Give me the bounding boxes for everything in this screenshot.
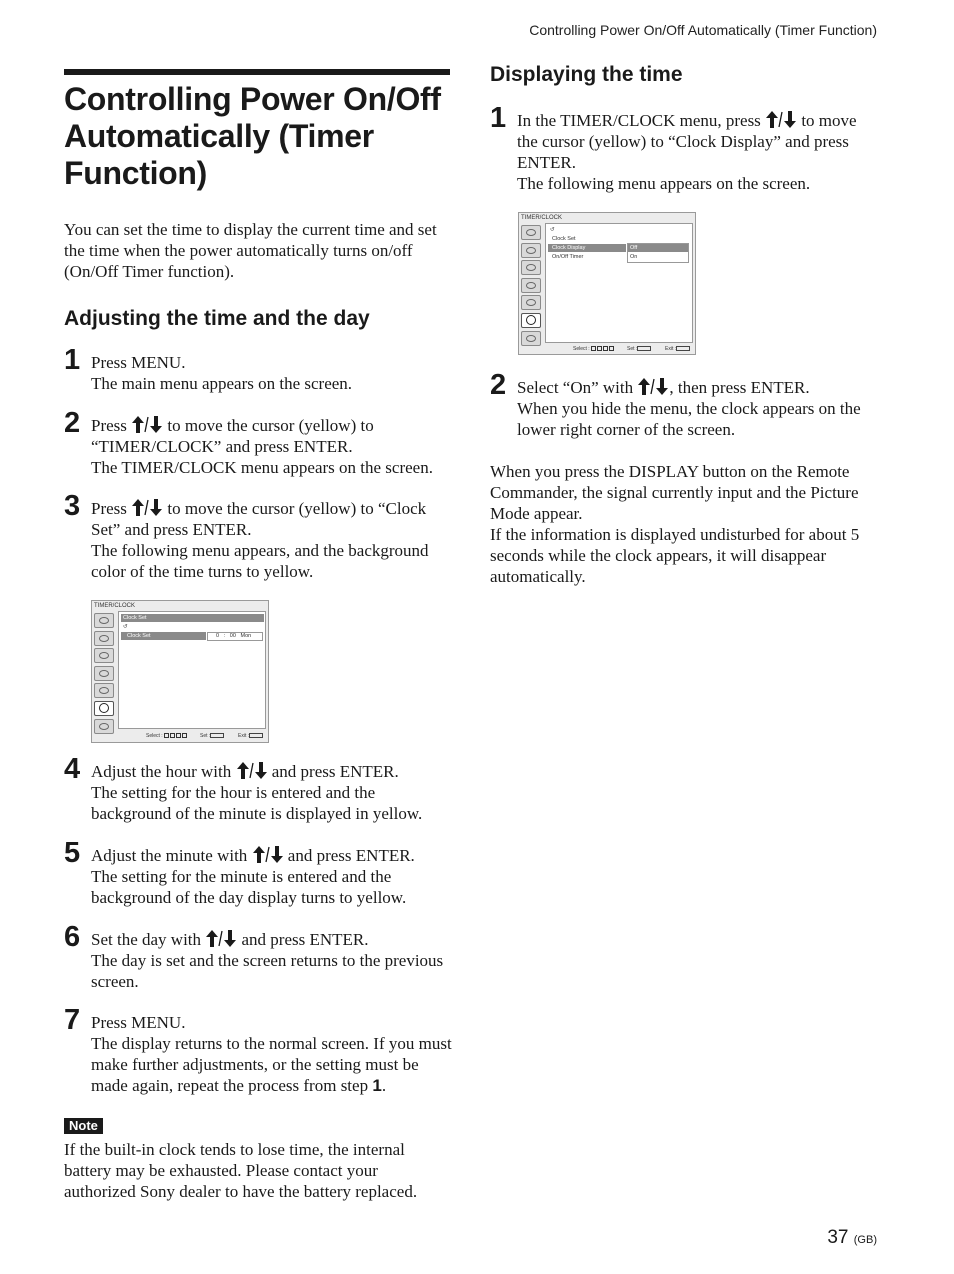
step-number: 6 [64, 921, 81, 953]
step-text-pre: Adjust the hour with [91, 762, 232, 781]
options-menu-icon [521, 295, 541, 310]
footer-set-label: Set : [627, 346, 638, 352]
clock-display-row: Clock Display [548, 244, 626, 252]
up-down-arrow-icon [205, 930, 237, 947]
input-menu-icon [94, 719, 114, 734]
footer-exit-label: Exit : [238, 733, 250, 739]
footer-exit [238, 733, 263, 739]
page-title: Controlling Power On/Off Automatically (Timer Function) [64, 81, 441, 191]
running-head: Controlling Power On/Off Automatically (Timer Function) [529, 22, 877, 38]
step-number: 2 [490, 369, 507, 401]
section-heading-adjust: Adjusting the time and the day [64, 307, 370, 330]
step-text-pre: Select “On” with [517, 378, 634, 397]
step-result: The following menu appears on the screen. [517, 174, 811, 193]
option-off: Off [628, 244, 688, 252]
step-number: 1 [64, 344, 81, 376]
step-result: The following menu appears, and the background color of the time turns to yellow. [91, 541, 429, 581]
setup-menu-icon [94, 666, 114, 681]
step-result: The main menu appears on the screen. [91, 374, 353, 393]
step-text-post: and press ENTER. [287, 846, 415, 865]
step-text [517, 110, 880, 173]
footer-select-label: Select : [146, 733, 163, 739]
step-text-pre: Press [91, 416, 127, 435]
screen-menu-icon [94, 648, 114, 663]
step-result-text: The display returns to the normal screen. If you must make further adjustments, or the setting must be made again, repeat the process from step [91, 1034, 452, 1095]
step-5 [64, 837, 452, 908]
menu-icon-column [94, 613, 116, 736]
screen-menu-icon [521, 260, 541, 275]
menu-panel [545, 223, 693, 343]
display-step-1 [490, 102, 880, 194]
step-text-post: and press ENTER. [241, 930, 369, 949]
page-number-suffix: (GB) [853, 1234, 877, 1246]
page-number-value: 37 [827, 1227, 849, 1248]
left-column [64, 69, 452, 1202]
step-text-pre: Set the day with [91, 930, 202, 949]
sound-menu-icon [521, 243, 541, 258]
back-icon: ↺ [123, 624, 128, 630]
option-list [627, 243, 689, 263]
step-number: 2 [64, 407, 81, 439]
time-value-box [207, 632, 263, 641]
options-menu-icon [94, 683, 114, 698]
step-end: . [381, 1076, 387, 1095]
step-text: Press MENU. [91, 1013, 186, 1032]
step-number: 1 [490, 102, 507, 134]
footer-set-label: Set : [200, 733, 211, 739]
step-result: The setting for the hour is entered and the background of the minute is displayed in yellow. [91, 783, 423, 823]
step-result: When you hide the menu, the clock appears on the lower right corner of the screen. [517, 399, 861, 439]
panel-header: Clock Set [121, 614, 264, 622]
up-down-arrow-icon [637, 378, 669, 395]
note-label: Note [64, 1118, 103, 1134]
option-on: On [630, 254, 638, 260]
step-7 [64, 1004, 452, 1096]
step-6 [64, 921, 452, 992]
step-text-post: , then press ENTER. [669, 378, 810, 397]
step-text-post: to move the cursor (yellow) to “Clock Set” and press ENTER. [91, 499, 427, 539]
day-value: Mon [240, 633, 252, 639]
step-text [91, 498, 452, 540]
clock-set-menu-screen [91, 600, 269, 743]
section-heading-display: Displaying the time [490, 63, 683, 86]
clock-set-row: Clock Set [121, 632, 206, 640]
footer-exit-label: Exit : [665, 346, 677, 352]
footer-select-label: Select : [573, 346, 590, 352]
footer-set [627, 346, 651, 352]
step-text-pre: Press [91, 499, 127, 518]
step-text-post: to move the cursor (yellow) to “TIMER/CLOCK” and press ENTER. [91, 416, 374, 456]
input-menu-icon [521, 331, 541, 346]
clock-display-menu-screen [518, 212, 696, 355]
on-off-timer-row: On/Off Timer [552, 254, 584, 260]
display-paragraph-2: If the information is displayed undisturbed for about 5 seconds while the clock appears, it will disappear automatically. [490, 525, 860, 586]
display-step-2 [490, 369, 880, 440]
step-result: The setting for the minute is entered and the background of the day display turns to yellow. [91, 867, 407, 907]
step-number: 3 [64, 490, 81, 522]
setup-menu-icon [521, 278, 541, 293]
minute-value: 00 [229, 633, 236, 639]
sound-menu-icon [94, 631, 114, 646]
step-text-post: and press ENTER. [271, 762, 399, 781]
menu-icon-column [521, 225, 543, 348]
step-number: 4 [64, 753, 81, 785]
title-rule [64, 69, 450, 75]
step-1 [64, 344, 452, 394]
step-text-post: to move the cursor (yellow) to “Clock Display” and press ENTER. [517, 111, 857, 172]
back-icon: ↺ [550, 227, 555, 233]
clock-set-row: Clock Set [552, 236, 576, 242]
screen-title: TIMER/CLOCK [94, 603, 136, 609]
clock-icon [521, 313, 541, 328]
footer-exit [665, 346, 690, 352]
step-3 [64, 490, 452, 582]
step-result: The TIMER/CLOCK menu appears on the screen. [91, 458, 433, 477]
footer-select [573, 346, 614, 352]
step-text [91, 929, 452, 950]
intro-text: You can set the time to display the current time and set the time when the power automatically turns on/off (On/Off Timer function). [64, 220, 437, 281]
step-2 [64, 407, 452, 478]
up-down-arrow-icon [252, 846, 284, 863]
picture-menu-icon [94, 613, 114, 628]
screen-title: TIMER/CLOCK [521, 215, 563, 221]
up-down-arrow-icon [765, 111, 797, 128]
step-text [91, 761, 452, 782]
colon: : [223, 633, 226, 639]
step-text [91, 845, 452, 866]
step-text-pre: Adjust the minute with [91, 846, 248, 865]
right-column [490, 62, 880, 587]
menu-panel [118, 611, 266, 729]
picture-menu-icon [521, 225, 541, 240]
footer-select [146, 733, 187, 739]
footer-set [200, 733, 224, 739]
step-reference: 1 [372, 1076, 382, 1095]
step-text [91, 415, 452, 457]
step-text: Press MENU. [91, 353, 186, 372]
clock-icon [94, 701, 114, 716]
note [64, 1117, 452, 1202]
display-paragraph-1: When you press the DISPLAY button on the Remote Commander, the signal currently input and the Picture Mode appear. [490, 462, 859, 523]
hour-value: 0 [216, 633, 220, 639]
page-number [827, 1227, 877, 1249]
note-text: If the built-in clock tends to lose time, the internal battery may be exhausted. Please contact your authorized Sony dealer to have the battery replaced. [64, 1140, 418, 1201]
step-text [517, 377, 880, 398]
step-number: 5 [64, 837, 81, 869]
step-4 [64, 753, 452, 824]
step-result [91, 1033, 452, 1096]
up-down-arrow-icon [131, 416, 163, 433]
up-down-arrow-icon [236, 762, 268, 779]
step-text-pre: In the TIMER/CLOCK menu, press [517, 111, 761, 130]
step-number: 7 [64, 1004, 81, 1036]
up-down-arrow-icon [131, 499, 163, 516]
step-result: The day is set and the screen returns to the previous screen. [91, 951, 444, 991]
